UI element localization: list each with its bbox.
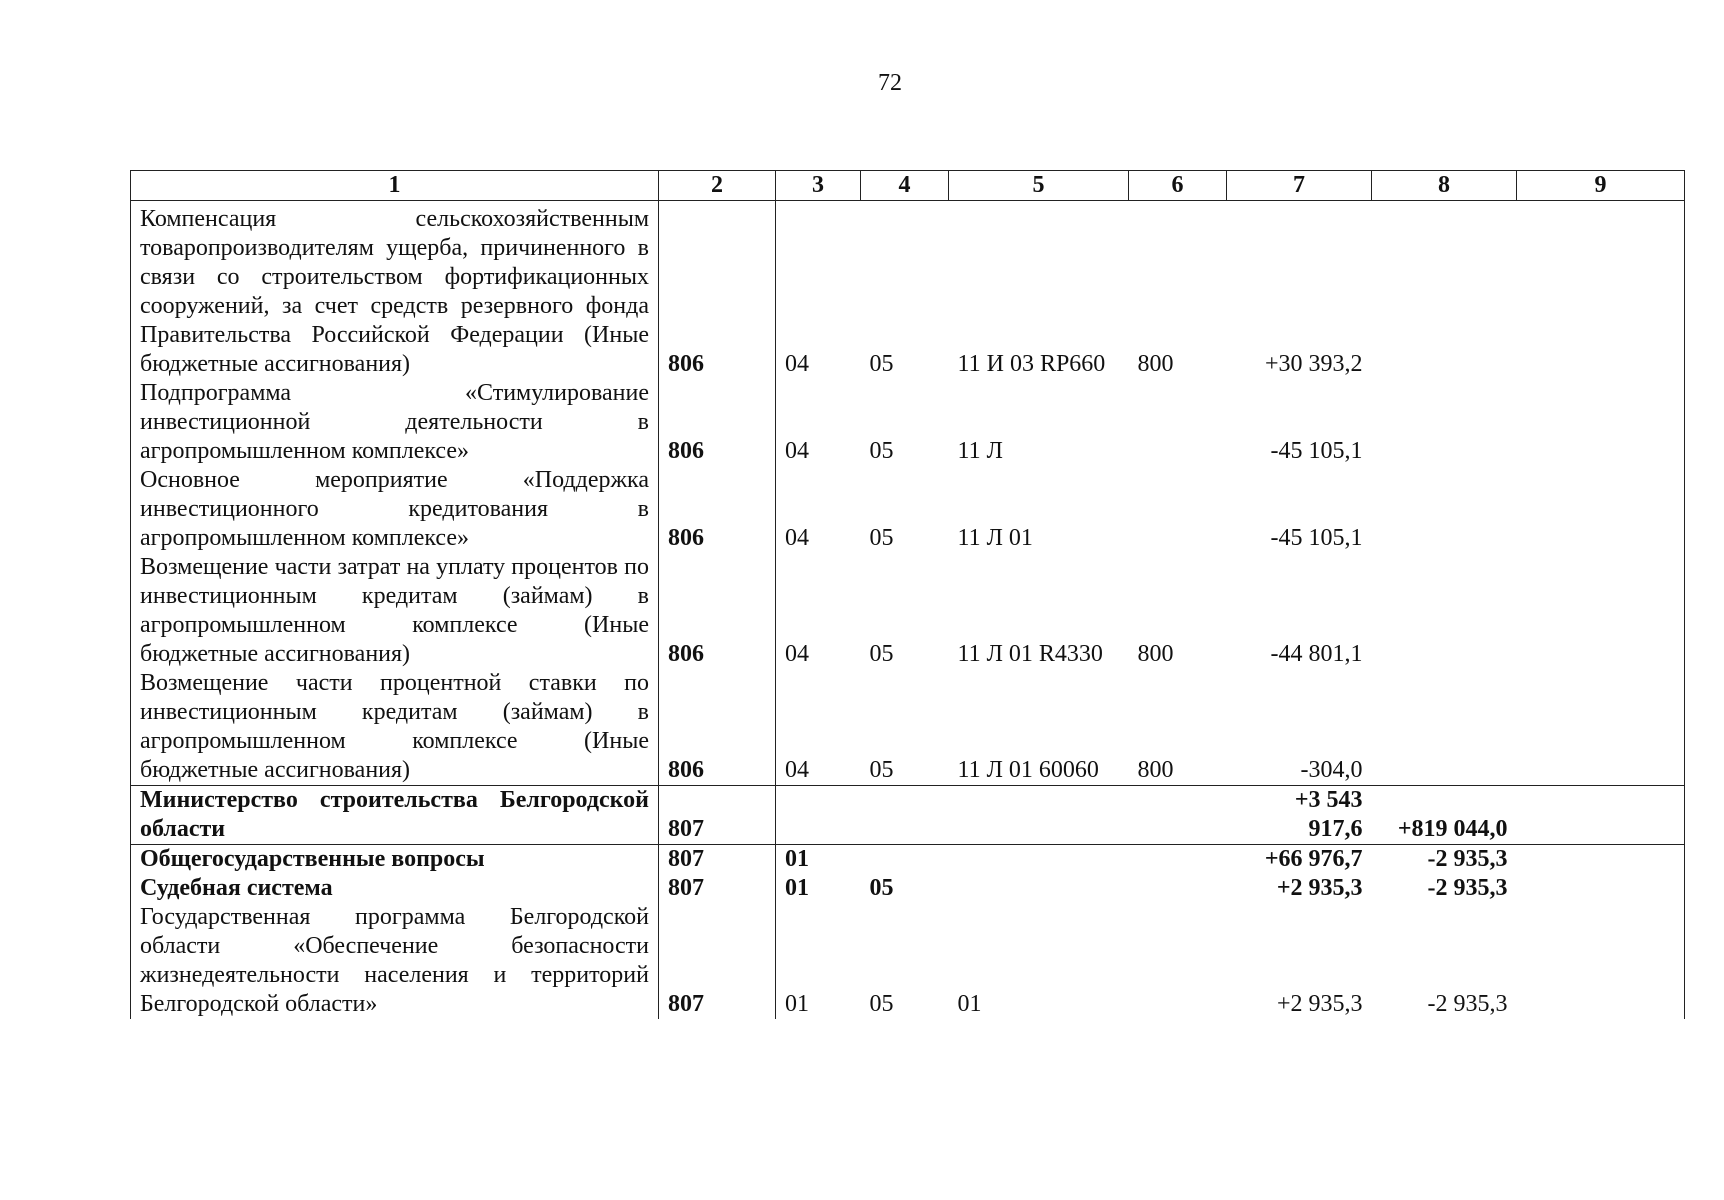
ministry-code: 807 — [659, 874, 776, 903]
row-name: Компенсация сельскохозяйственным товаропроизводителям ущерба, причиненного в связи со строительством фортификационных сооружений, за счет средств резервного фонда Правительства Российской Федерации (Иные бюджетные ассигнования) — [131, 201, 659, 380]
target-code: 01 — [957, 991, 982, 1017]
table-row — [131, 466, 1685, 553]
target-code — [949, 786, 1129, 845]
column-header: 7 — [1227, 171, 1372, 201]
ministry-code: 807 — [659, 786, 776, 845]
table-row — [131, 874, 1685, 903]
amount-col9 — [1517, 903, 1685, 1019]
column-header: 6 — [1129, 171, 1227, 201]
table-row — [131, 379, 1685, 466]
amount-col9 — [1517, 669, 1685, 786]
target-code: 11 Л — [957, 438, 1003, 464]
amount-col7: -304,0 — [1300, 757, 1363, 783]
amount-col9 — [1517, 845, 1685, 875]
amount-col9 — [1517, 553, 1685, 669]
expense-type-code — [1129, 874, 1227, 903]
subsection-code: 05 — [869, 757, 894, 783]
amount-col8 — [1372, 201, 1517, 380]
ministry-code: 806 — [659, 201, 776, 380]
subsection-code — [861, 786, 949, 845]
ministry-code: 807 — [659, 845, 776, 875]
section-code: 04 — [785, 438, 809, 464]
table-row — [131, 201, 1685, 380]
target-code: 11 Л 01 R4330 — [957, 641, 1103, 667]
row-name: Возмещение части затрат на уплату процентов по инвестиционным кредитам (займам) в агропромышленном комплексе (Иные бюджетные ассигнования) — [131, 553, 659, 669]
amount-col7: +2 935,3 — [1276, 991, 1363, 1017]
expense-type-code — [1129, 845, 1227, 875]
column-header: 3 — [776, 171, 861, 201]
expense-type-code: 800 — [1137, 641, 1174, 667]
target-code — [949, 845, 1129, 875]
row-name: Судебная система — [131, 874, 659, 903]
amount-col7: +66 976,7 — [1227, 845, 1372, 875]
table-row — [131, 903, 1685, 1019]
amount-col7: +30 393,2 — [1264, 351, 1363, 377]
target-code: 11 Л 01 60060 — [957, 757, 1099, 783]
section-code: 04 — [785, 757, 809, 783]
section-code: 01 — [785, 875, 809, 901]
column-header: 1 — [131, 171, 659, 201]
amount-col8 — [1372, 553, 1517, 669]
amount-col9 — [1517, 874, 1685, 903]
expense-type-code — [1129, 466, 1227, 553]
subsection-code — [861, 845, 949, 875]
expense-type-code: 800 — [1137, 351, 1174, 377]
row-name: Общегосударственные вопросы — [131, 845, 659, 875]
column-header: 8 — [1372, 171, 1517, 201]
row-name: Подпрограмма «Стимулирование инвестиционной деятельности в агропромышленном комплексе» — [131, 379, 659, 466]
target-code — [949, 874, 1129, 903]
column-header: 5 — [949, 171, 1129, 201]
ministry-code: 806 — [659, 553, 776, 669]
amount-col7: +2 935,3 — [1276, 875, 1363, 901]
table-row — [131, 786, 1685, 845]
section-code — [776, 786, 861, 845]
subsection-code: 05 — [869, 438, 894, 464]
subsection-code: 05 — [869, 641, 894, 667]
subsection-code: 05 — [869, 525, 894, 551]
ministry-code: 806 — [659, 379, 776, 466]
row-name: Министерство строительства Белгородской области — [131, 786, 659, 845]
subsection-code: 05 — [869, 991, 894, 1017]
expense-type-code: 800 — [1137, 757, 1174, 783]
section-code: 04 — [785, 525, 809, 551]
subsection-code: 05 — [869, 875, 894, 901]
amount-col7: -44 801,1 — [1270, 641, 1363, 667]
ministry-code: 806 — [659, 669, 776, 786]
page-number: 72 — [878, 70, 902, 96]
expense-type-code — [1129, 903, 1227, 1019]
amount-col8: -2 935,3 — [1372, 845, 1517, 875]
amount-col7: -45 105,1 — [1270, 438, 1363, 464]
expense-type-code — [1129, 786, 1227, 845]
section-code: 04 — [785, 351, 809, 377]
column-header: 4 — [861, 171, 949, 201]
section-code: 01 — [776, 845, 861, 875]
row-name: Государственная программа Белгородской области «Обеспечение безопасности жизнедеятельности населения и территорий Белгородской области» — [131, 903, 659, 1019]
table-row — [131, 669, 1685, 786]
subsection-code: 05 — [869, 351, 894, 377]
table-row — [131, 845, 1685, 875]
amount-col7: +3 543 917,6 — [1227, 786, 1372, 845]
row-name: Возмещение части процентной ставки по инвестиционным кредитам (займам) в агропромышленном комплексе (Иные бюджетные ассигнования) — [131, 669, 659, 786]
section-code: 01 — [785, 991, 809, 1017]
amount-col8: +819 044,0 — [1372, 786, 1517, 845]
amount-col7: -45 105,1 — [1270, 525, 1363, 551]
amount-col9 — [1517, 379, 1685, 466]
amount-col9 — [1517, 466, 1685, 553]
target-code: 11 И 03 RP660 — [957, 351, 1106, 377]
section-code: 04 — [785, 641, 809, 667]
amount-col8: -2 935,3 — [1427, 991, 1508, 1017]
column-header: 2 — [659, 171, 776, 201]
header-row — [131, 171, 1685, 201]
expense-type-code — [1129, 379, 1227, 466]
target-code: 11 Л 01 — [957, 525, 1033, 551]
column-header: 9 — [1517, 171, 1685, 201]
budget-table — [130, 170, 1685, 1019]
amount-col8: -2 935,3 — [1427, 875, 1508, 901]
ministry-code: 806 — [659, 466, 776, 553]
amount-col8 — [1372, 379, 1517, 466]
amount-col9 — [1517, 201, 1685, 380]
table-row — [131, 553, 1685, 669]
ministry-code: 807 — [659, 903, 776, 1019]
amount-col8 — [1372, 669, 1517, 786]
row-name: Основное мероприятие «Поддержка инвестиционного кредитования в агропромышленном комплексе» — [131, 466, 659, 553]
amount-col9 — [1517, 786, 1685, 845]
amount-col8 — [1372, 466, 1517, 553]
